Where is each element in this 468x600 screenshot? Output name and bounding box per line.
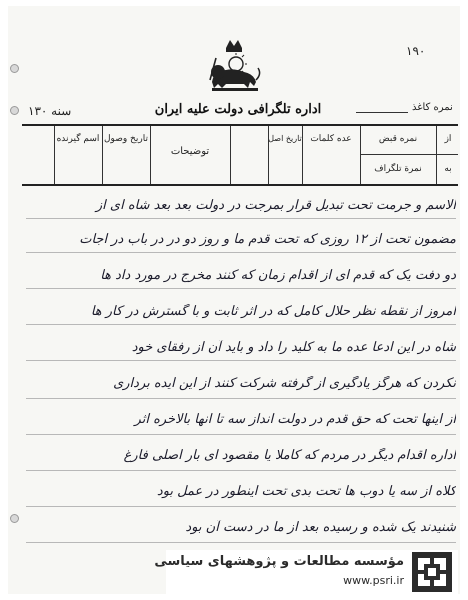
to-label: به xyxy=(444,164,452,174)
handwritten-line: اداره اقدام دیگر در مردم که کاملا یا مقصود ای بار اصلی فارغ xyxy=(123,448,456,463)
letter-number-field xyxy=(356,102,453,113)
receipt-number-label: نمره قبض xyxy=(378,134,418,144)
letter-number-line xyxy=(356,112,408,113)
page-number: ۱۹۰ xyxy=(406,44,426,58)
notes-label: توضیحات xyxy=(170,146,210,157)
binder-hole xyxy=(10,64,19,73)
binder-hole xyxy=(10,106,19,115)
handwritten-line: شاه در این ادعا عده ما به کلید را داد و باید آن از رفقای خود xyxy=(131,340,456,355)
watermark xyxy=(154,550,458,594)
watermark-url: www.psri.ir xyxy=(343,574,404,587)
telegram-form xyxy=(8,6,460,594)
handwritten-line: امروز از نقطه نظر حلال کامل که در اثر ثابت و با گسترش در کار ها xyxy=(90,304,456,319)
institute-logo-icon xyxy=(412,552,452,592)
handwritten-line: کلاه از سه یا دوب ها تحت بدی تحت اینطور در عمل بود xyxy=(156,484,456,499)
telegraph-number-label: نمرة تلگراف xyxy=(374,164,422,174)
arrival-date-label: تاریخ وصول xyxy=(104,134,148,144)
handwritten-line: نکردن که هرگز یادگیری از گرفته شرکت کنند از این ایده برداری xyxy=(113,376,456,391)
from-label: از xyxy=(444,134,452,144)
sent-date-label: تاریخ اصل xyxy=(268,134,302,143)
handwritten-line: دو دفت یک که قدم ای از اقدام زمان که کنند مخرج در مورد داد ها xyxy=(100,268,456,283)
handwritten-line: از اینها تحت که حق قدم در دولت انداز سه تا انها بالاخره اثر xyxy=(134,412,456,427)
header-table xyxy=(22,124,458,186)
table-divider xyxy=(360,154,458,155)
watermark-name: مؤسسه مطالعات و پژوهشهای سیاسی xyxy=(154,554,404,569)
handwritten-line: شنیدند یک شده و رسیده بعد از ما در دست آن بود xyxy=(185,520,456,535)
letter-number-label: نمره کاغذ xyxy=(412,102,453,113)
handwritten-line: الاسم و جرمت تحت تبدیل قرار بمرجت در دولت بعد بعد شاه ای از xyxy=(95,198,456,213)
word-count-label: عده کلمات xyxy=(310,134,352,144)
handwritten-line: مضمون تحت از ۱۲ روزی که تحت قدم ما و روز دو در در باب در اجات xyxy=(79,232,456,247)
lion-and-sun-emblem xyxy=(204,38,264,94)
binder-hole xyxy=(10,514,19,523)
year-label: سنه ۱۳۰ xyxy=(28,104,72,118)
office-title: اداره تلگرافی دولت علیه ایران xyxy=(154,102,322,117)
receiver-name-label: اسم گیرنده xyxy=(56,134,100,144)
